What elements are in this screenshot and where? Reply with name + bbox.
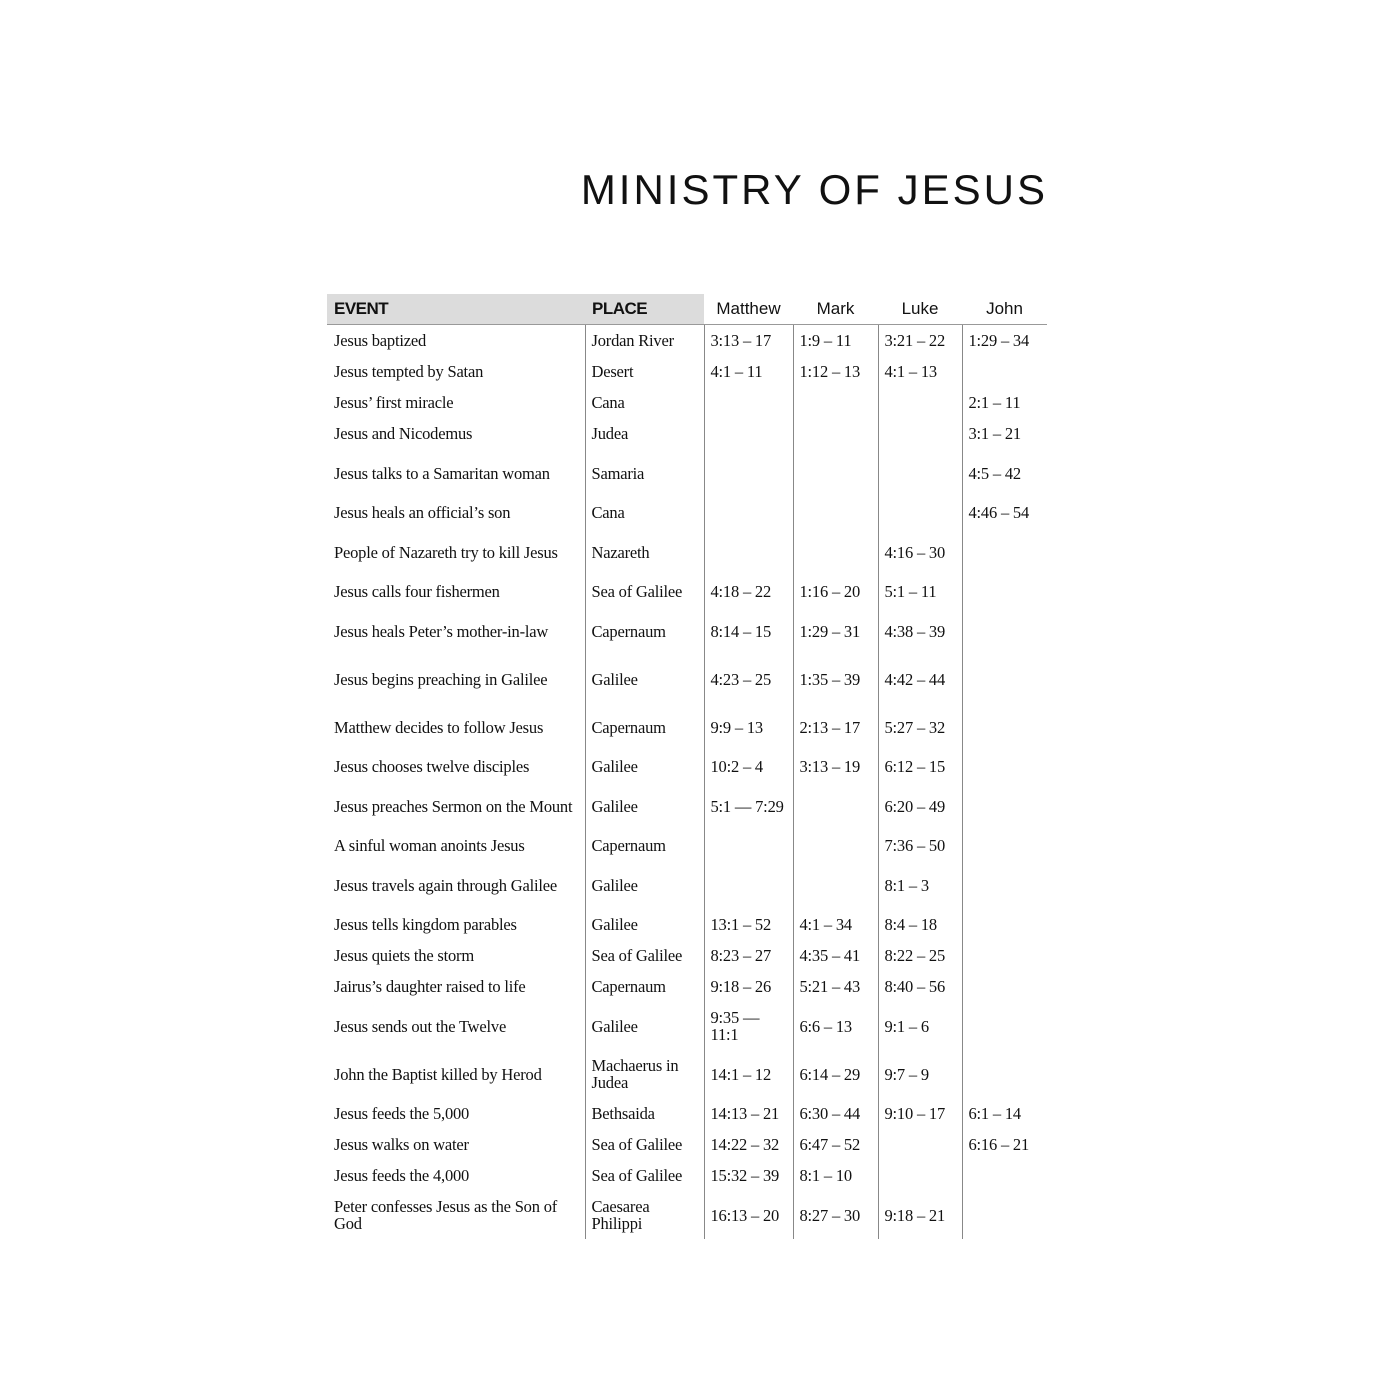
place-cell: Capernaum bbox=[585, 703, 704, 751]
event-cell: Jesus sends out the Twelve bbox=[334, 1016, 507, 1036]
mark-ref: 8:27 – 30 bbox=[793, 1191, 878, 1239]
mark-ref: 4:35 – 41 bbox=[793, 940, 878, 971]
header-event: EVENT bbox=[327, 294, 585, 325]
event-cell: Jesus calls four fishermen bbox=[334, 582, 500, 601]
mark-ref: 1:16 – 20 bbox=[793, 576, 878, 607]
luke-ref: 3:21 – 22 bbox=[878, 325, 962, 357]
john-ref: 6:16 – 21 bbox=[962, 1129, 1047, 1160]
event-cell: Jesus chooses twelve disciples bbox=[334, 757, 530, 776]
table-row bbox=[327, 1129, 1047, 1160]
table-row bbox=[327, 387, 1047, 418]
matthew-ref bbox=[704, 528, 793, 576]
table-row bbox=[327, 325, 1047, 357]
matthew-ref: 8:23 – 27 bbox=[704, 940, 793, 971]
header-luke: Luke bbox=[878, 294, 962, 325]
luke-ref: 4:38 – 39 bbox=[878, 607, 962, 655]
luke-ref: 4:1 – 13 bbox=[878, 356, 962, 387]
john-ref bbox=[962, 607, 1047, 655]
event-cell: Jesus and Nicodemus bbox=[334, 424, 473, 443]
mark-ref: 4:1 – 34 bbox=[793, 909, 878, 940]
place-cell: Sea of Galilee bbox=[585, 1129, 704, 1160]
mark-ref: 6:30 – 44 bbox=[793, 1098, 878, 1129]
event-cell: Jesus begins preaching in Galilee bbox=[334, 669, 548, 689]
header-mark: Mark bbox=[793, 294, 878, 325]
event-cell: Jesus baptized bbox=[334, 331, 427, 350]
john-ref bbox=[962, 909, 1047, 940]
event-cell: Matthew decides to follow Jesus bbox=[334, 717, 544, 737]
luke-ref: 6:12 – 15 bbox=[878, 751, 962, 782]
mark-ref: 1:29 – 31 bbox=[793, 607, 878, 655]
event-cell: People of Nazareth try to kill Jesus bbox=[334, 542, 558, 562]
event-cell: John the Baptist killed by Herod bbox=[334, 1064, 542, 1084]
john-ref bbox=[962, 1191, 1047, 1239]
john-ref bbox=[962, 1002, 1047, 1050]
table-row bbox=[327, 940, 1047, 971]
matthew-ref bbox=[704, 418, 793, 449]
john-ref bbox=[962, 356, 1047, 387]
table-row bbox=[327, 607, 1047, 655]
table-row bbox=[327, 703, 1047, 751]
mark-ref: 6:47 – 52 bbox=[793, 1129, 878, 1160]
matthew-ref: 9:35 — 11:1 bbox=[704, 1002, 793, 1050]
matthew-ref bbox=[704, 497, 793, 528]
event-cell: Jesus heals Peter’s mother-in-law bbox=[334, 621, 549, 641]
event-cell: Jesus walks on water bbox=[334, 1135, 469, 1154]
place-cell: Desert bbox=[585, 356, 704, 387]
event-cell: Jesus preaches Sermon on the Mount bbox=[334, 796, 573, 816]
place-cell: Bethsaida bbox=[585, 1098, 704, 1129]
table-row bbox=[327, 528, 1047, 576]
event-cell: Jairus’s daughter raised to life bbox=[334, 977, 526, 996]
matthew-ref: 4:18 – 22 bbox=[704, 576, 793, 607]
luke-ref bbox=[878, 449, 962, 497]
john-ref bbox=[962, 703, 1047, 751]
john-ref bbox=[962, 1050, 1047, 1098]
place-cell: Caesarea Philippi bbox=[585, 1191, 704, 1239]
john-ref bbox=[962, 940, 1047, 971]
matthew-ref: 8:14 – 15 bbox=[704, 607, 793, 655]
matthew-ref: 16:13 – 20 bbox=[704, 1191, 793, 1239]
event-cell: Peter confesses Jesus as the Son of God bbox=[334, 1197, 558, 1233]
matthew-ref: 4:1 – 11 bbox=[704, 356, 793, 387]
header-matthew: Matthew bbox=[704, 294, 793, 325]
place-cell: Sea of Galilee bbox=[585, 576, 704, 607]
table-row bbox=[327, 576, 1047, 607]
event-cell: Jesus talks to a Samaritan woman bbox=[334, 463, 550, 483]
john-ref bbox=[962, 782, 1047, 830]
luke-ref: 4:16 – 30 bbox=[878, 528, 962, 576]
matthew-ref: 4:23 – 25 bbox=[704, 655, 793, 703]
john-ref bbox=[962, 861, 1047, 909]
table-row bbox=[327, 1002, 1047, 1050]
luke-ref: 6:20 – 49 bbox=[878, 782, 962, 830]
table-header-row bbox=[327, 294, 1047, 325]
mark-ref: 1:35 – 39 bbox=[793, 655, 878, 703]
luke-ref: 9:7 – 9 bbox=[878, 1050, 962, 1098]
table-row bbox=[327, 861, 1047, 909]
john-ref: 4:5 – 42 bbox=[962, 449, 1047, 497]
luke-ref: 7:36 – 50 bbox=[878, 830, 962, 861]
john-ref bbox=[962, 971, 1047, 1002]
mark-ref: 6:14 – 29 bbox=[793, 1050, 878, 1098]
event-cell: Jesus tells kingdom parables bbox=[334, 915, 517, 934]
table-row bbox=[327, 356, 1047, 387]
table-row bbox=[327, 418, 1047, 449]
john-ref: 4:46 – 54 bbox=[962, 497, 1047, 528]
matthew-ref bbox=[704, 830, 793, 861]
table-row bbox=[327, 1160, 1047, 1191]
table-row bbox=[327, 655, 1047, 703]
table-row bbox=[327, 830, 1047, 861]
place-cell: Sea of Galilee bbox=[585, 940, 704, 971]
mark-ref bbox=[793, 830, 878, 861]
place-cell: Galilee bbox=[585, 782, 704, 830]
mark-ref: 5:21 – 43 bbox=[793, 971, 878, 1002]
luke-ref: 9:1 – 6 bbox=[878, 1002, 962, 1050]
matthew-ref: 14:1 – 12 bbox=[704, 1050, 793, 1098]
mark-ref bbox=[793, 782, 878, 830]
table-row bbox=[327, 1191, 1047, 1239]
place-cell: Sea of Galilee bbox=[585, 1160, 704, 1191]
matthew-ref: 9:9 – 13 bbox=[704, 703, 793, 751]
mark-ref bbox=[793, 861, 878, 909]
table-row bbox=[327, 782, 1047, 830]
matthew-ref: 13:1 – 52 bbox=[704, 909, 793, 940]
john-ref bbox=[962, 1160, 1047, 1191]
table-row bbox=[327, 449, 1047, 497]
luke-ref: 9:10 – 17 bbox=[878, 1098, 962, 1129]
john-ref bbox=[962, 528, 1047, 576]
matthew-ref: 5:1 — 7:29 bbox=[704, 782, 793, 830]
matthew-ref bbox=[704, 387, 793, 418]
luke-ref bbox=[878, 418, 962, 449]
john-ref bbox=[962, 576, 1047, 607]
mark-ref bbox=[793, 497, 878, 528]
place-cell: Nazareth bbox=[585, 528, 704, 576]
place-cell: Galilee bbox=[585, 861, 704, 909]
john-ref: 2:1 – 11 bbox=[962, 387, 1047, 418]
mark-ref bbox=[793, 449, 878, 497]
event-cell: Jesus feeds the 4,000 bbox=[334, 1166, 470, 1185]
john-ref: 1:29 – 34 bbox=[962, 325, 1047, 357]
ministry-table bbox=[327, 294, 1047, 1239]
matthew-ref: 15:32 – 39 bbox=[704, 1160, 793, 1191]
mark-ref: 8:1 – 10 bbox=[793, 1160, 878, 1191]
matthew-ref: 14:13 – 21 bbox=[704, 1098, 793, 1129]
luke-ref: 8:40 – 56 bbox=[878, 971, 962, 1002]
john-ref: 3:1 – 21 bbox=[962, 418, 1047, 449]
matthew-ref bbox=[704, 861, 793, 909]
mark-ref: 1:12 – 13 bbox=[793, 356, 878, 387]
table-row bbox=[327, 1050, 1047, 1098]
luke-ref: 8:22 – 25 bbox=[878, 940, 962, 971]
place-cell: Machaerus in Judea bbox=[585, 1050, 704, 1098]
luke-ref: 8:4 – 18 bbox=[878, 909, 962, 940]
luke-ref: 8:1 – 3 bbox=[878, 861, 962, 909]
table-row bbox=[327, 1098, 1047, 1129]
luke-ref: 5:27 – 32 bbox=[878, 703, 962, 751]
event-cell: Jesus travels again through Galilee bbox=[334, 875, 558, 895]
event-cell: Jesus heals an official’s son bbox=[334, 503, 511, 522]
place-cell: Cana bbox=[585, 497, 704, 528]
place-cell: Galilee bbox=[585, 909, 704, 940]
matthew-ref: 3:13 – 17 bbox=[704, 325, 793, 357]
event-cell: Jesus’ first miracle bbox=[334, 393, 454, 412]
place-cell: Jordan River bbox=[585, 325, 704, 357]
mark-ref: 2:13 – 17 bbox=[793, 703, 878, 751]
matthew-ref: 9:18 – 26 bbox=[704, 971, 793, 1002]
place-cell: Capernaum bbox=[585, 971, 704, 1002]
mark-ref bbox=[793, 528, 878, 576]
place-cell: Cana bbox=[585, 387, 704, 418]
place-cell: Samaria bbox=[585, 449, 704, 497]
mark-ref bbox=[793, 387, 878, 418]
luke-ref: 4:42 – 44 bbox=[878, 655, 962, 703]
header-john: John bbox=[962, 294, 1047, 325]
place-cell: Judea bbox=[585, 418, 704, 449]
place-cell: Galilee bbox=[585, 655, 704, 703]
header-place: PLACE bbox=[585, 294, 704, 325]
event-cell: Jesus tempted by Satan bbox=[334, 362, 484, 381]
matthew-ref bbox=[704, 449, 793, 497]
matthew-ref: 14:22 – 32 bbox=[704, 1129, 793, 1160]
table-row bbox=[327, 909, 1047, 940]
table-row bbox=[327, 971, 1047, 1002]
mark-ref: 1:9 – 11 bbox=[793, 325, 878, 357]
place-cell: Galilee bbox=[585, 751, 704, 782]
luke-ref bbox=[878, 387, 962, 418]
mark-ref: 3:13 – 19 bbox=[793, 751, 878, 782]
table-row bbox=[327, 751, 1047, 782]
place-cell: Galilee bbox=[585, 1002, 704, 1050]
luke-ref: 9:18 – 21 bbox=[878, 1191, 962, 1239]
place-cell: Capernaum bbox=[585, 830, 704, 861]
event-cell: A sinful woman anoints Jesus bbox=[334, 836, 525, 855]
luke-ref: 5:1 – 11 bbox=[878, 576, 962, 607]
luke-ref bbox=[878, 1129, 962, 1160]
table-row bbox=[327, 497, 1047, 528]
event-cell: Jesus feeds the 5,000 bbox=[334, 1104, 470, 1123]
luke-ref bbox=[878, 497, 962, 528]
mark-ref: 6:6 – 13 bbox=[793, 1002, 878, 1050]
luke-ref bbox=[878, 1160, 962, 1191]
mark-ref bbox=[793, 418, 878, 449]
page-title: MINISTRY OF JESUS bbox=[580, 166, 1048, 213]
john-ref bbox=[962, 751, 1047, 782]
john-ref: 6:1 – 14 bbox=[962, 1098, 1047, 1129]
place-cell: Capernaum bbox=[585, 607, 704, 655]
matthew-ref: 10:2 – 4 bbox=[704, 751, 793, 782]
john-ref bbox=[962, 655, 1047, 703]
event-cell: Jesus quiets the storm bbox=[334, 946, 474, 965]
john-ref bbox=[962, 830, 1047, 861]
